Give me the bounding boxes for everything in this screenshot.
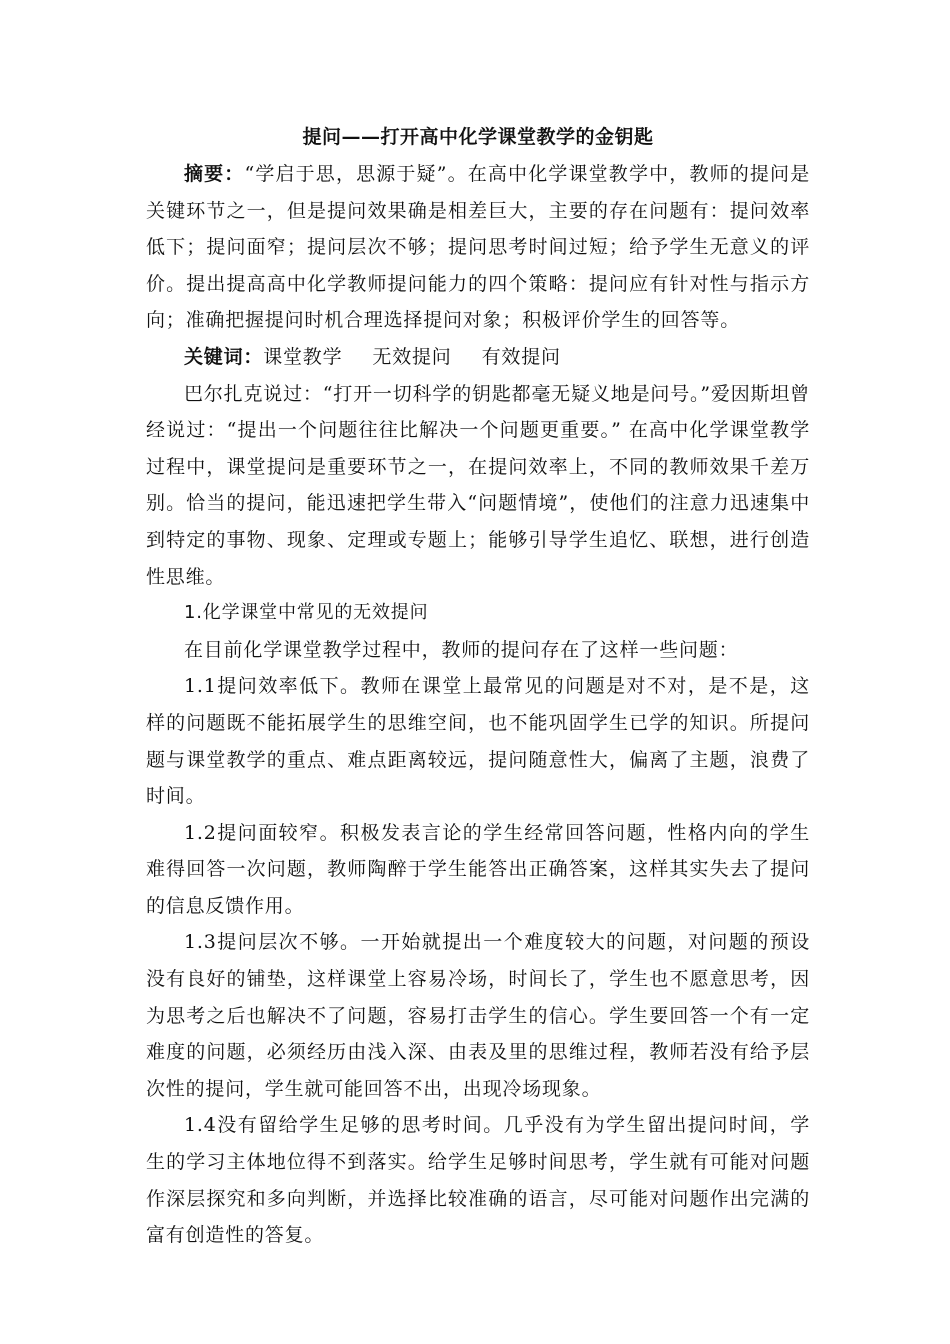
section-item-paragraph: 1.1提问效率低下。教师在课堂上最常见的问题是对不对，是不是，这样的问题既不能拓展学生的思维空间，也不能巩固学生已学的知识。所提问题与课堂教学的重点、难点距离较远，提问随意性大，偏离了主题，浪费了时间。 bbox=[146, 675, 810, 808]
section-item-paragraph: 1.4没有留给学生足够的思考时间。几乎没有为学生留出提问时间，学生的学习主体地位得不到落实。给学生足够时间思考，学生就有可能对问题作深层探究和多向判断，并选择比较准确的语言，尽可能对问题作出完满的富有创造性的答复。 bbox=[146, 1114, 810, 1247]
keywords-paragraph bbox=[146, 339, 810, 376]
document-body bbox=[146, 118, 810, 1254]
keyword: 有效提问 bbox=[481, 345, 561, 368]
abstract-text: “学启于思，思源于疑”。在高中化学课堂教学中，教师的提问是关键环节之一，但是提问效果确是相差巨大，主要的存在问题有：提问效率低下；提问面窄；提问层次不够；提问思考时间过短；给予学生无意义的评价。提出提高高中化学教师提问能力的四个策略：提问应有针对性与指示方向；准确把握提问时机合理选择提问对象；积极评价学生的回答等。 bbox=[146, 163, 810, 332]
abstract-paragraph bbox=[146, 156, 810, 339]
keyword: 无效提问 bbox=[372, 345, 452, 368]
section-heading: 1.化学课堂中常见的无效提问 bbox=[184, 602, 429, 624]
intro-paragraph: 巴尔扎克说过：“打开一切科学的钥匙都毫无疑义地是问号。”爱因斯坦曾经说过：“提出一个问题往往比解决一个问题更重要。” 在高中化学课堂教学过程中，课堂提问是重要环节之一，在提问效率上，不同的教师效果千差万别。恰当的提问，能迅速把学生带入“问题情境”，使他们的注意力迅速集中到特定的事物、现象、定理或专题上；能够引导学生追忆、联想，进行创造性思维。 bbox=[146, 382, 810, 588]
section-item-paragraph: 1.3提问层次不够。一开始就提出一个难度较大的问题，对问题的预设没有良好的铺垫，这样课堂上容易冷场，时间长了，学生也不愿意思考，因为思考之后也解决不了问题，容易打击学生的信心。学生要回答一个有一定难度的问题，必须经历由浅入深、由表及里的思维过程，教师若没有给予层次性的提问，学生就可能回答不出，出现冷场现象。 bbox=[146, 931, 810, 1100]
keyword: 课堂教学 bbox=[263, 345, 343, 368]
section-item-paragraph: 1.2提问面较窄。积极发表言论的学生经常回答问题，性格内向的学生难得回答一次问题，教师陶醉于学生能答出正确答案，这样其实失去了提问的信息反馈作用。 bbox=[146, 821, 810, 917]
keywords-label: 关键词： bbox=[184, 345, 264, 368]
abstract-label: 摘要： bbox=[184, 163, 245, 185]
section-lead-paragraph: 在目前化学课堂教学过程中，教师的提问存在了这样一些问题： bbox=[184, 638, 739, 661]
page-title: 提问——打开高中化学课堂教学的金钥匙 bbox=[302, 126, 654, 148]
